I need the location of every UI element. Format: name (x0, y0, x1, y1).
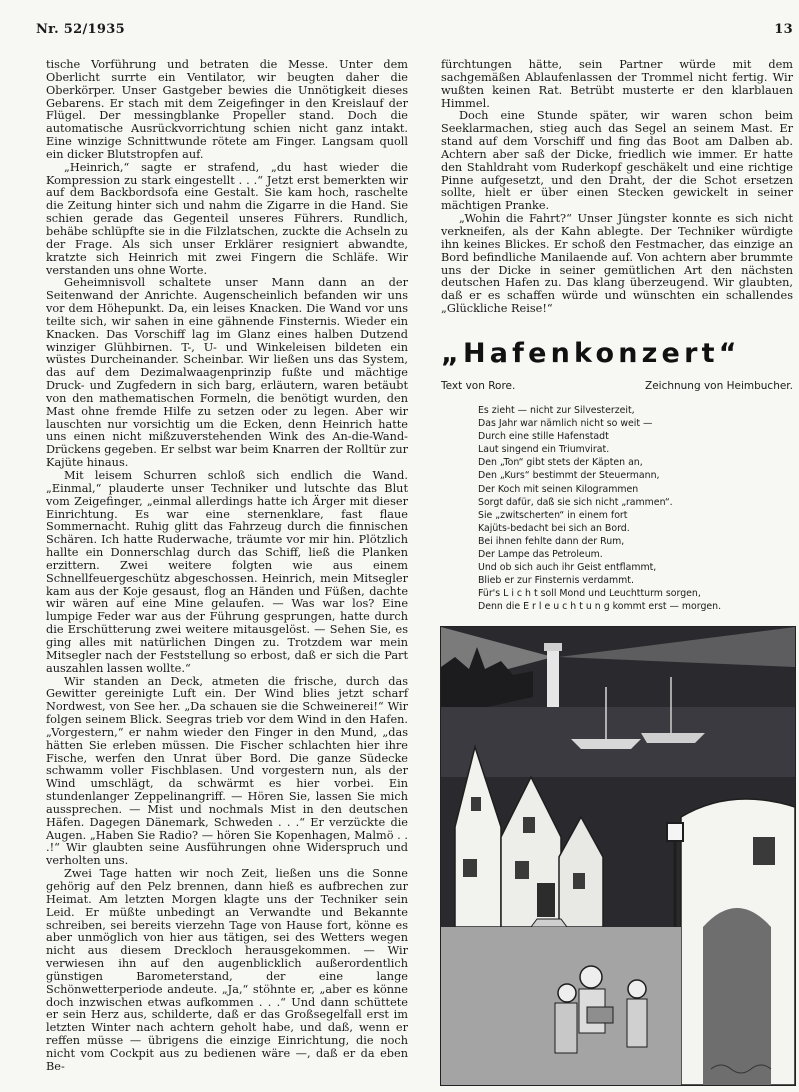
archway-icon (703, 908, 771, 1085)
paragraph: Doch eine Stunde später, wir waren schon beim Seeklarmachen, stieg auch das Segel an seinem Mast. Er stand auf dem Vorschiff und fing das Boot am Dalben ab. Achtern aber saß der Dicke, friedlich wie immer. Er hatte den Stahldraht vom Ruderkopf geschäkelt und eine richtige Pinne aufgesetzt, und den Draht, der die Schot ersetzen sollte, hielt er über einen Stecken gewickelt in seiner mächtigen Pranke. (441, 109, 793, 213)
poem-line: Blieb er zur Finsternis verdammt. (478, 575, 634, 587)
paragraph: Geheimnisvoll schaltete unser Mann dann an der Seitenwand der Anrichte. Augenscheinlich befanden wir uns vor dem Höhepunkt. Da, ein leises Knacken. Die Wand vor uns teilte sich, wir sahen in eine gähnende Finsternis. Wieder ein Knacken. Das Vorschiff lag im Glanz eines halben Dutzend winziger Glühbirnen. T-, U- und Winkeleisen bildeten ein wüstes Durcheinander. Scheinbar. Wir ließen uns das System, das auf dem Dezimalwaagenprinzip fußte und mächtige Druck- und Zugfedern in sich barg, erläutern, waren betäubt von den mathematischen Formeln, die benötigt wurden, den Mast ohne fremde Hilfe zu setzen oder zu legen. Aber wir lauschten nur vorsichtig um die Ecken, denn Heinrich hatte uns einen nicht mißzuverstehenden Wink des An-die-Wand-Drückens gegeben. Er selbst war beim Knarren der Rolltür zur Kajüte hinaus. (46, 276, 408, 470)
paragraph: tische Vorführung und betraten die Messe. Unter dem Oberlicht surrte ein Ventilator, wir beugten daher die Oberkörper. Unser Gastgeber bewies die Unnötigkeit dieses Gebarens. Er stach mit dem Zeigefinger in den Kreislauf der Flügel. Der messingblanke Propeller stand. Doch die automatische Ausrückvorrichtung schien nicht ganz intakt. Eine winzige Schnittwunde rötete am Finger. Langsam quoll ein dicker Blutstropfen auf. (46, 58, 408, 161)
accordion-icon (587, 1007, 613, 1023)
lighthouse-icon (547, 649, 559, 709)
poem-credits (441, 380, 793, 392)
poem-line: Das Jahr war nämlich nicht so weit — (478, 418, 653, 430)
sailor-figure-head-icon (628, 980, 646, 998)
paragraph: Mit leisem Schurren schloß sich endlich die Wand. „Einmal,“ plauderte unser Techniker und lutschte das Blut vom Zeigefinger, „einmal allerdings hatte ich Ärger mit dieser Einrichtung. Es war eine sternenklare, fast flaue Sommernacht. Ruhig glitt das Fahrzeug durch die finnischen Schären. Ich hatte Ruderwache, träumte vor mir hin. Plötzlich hallte ein Donnerschlag durch das Schiff, ließ die Planken erzittern. Zwei weitere folgten wie aus einem Schnellfeuergeschütz abgeschossen. Heinrich, mein Mitsegler kam aus der Koje gesaust, flog an Händen und Füßen, dachte wir wären auf eine Mine gelaufen. — Was war los? Eine lumpige Feder war aus der Führung gesprungen, hatte durch die Erschütterung zwei weitere mitausgelöst. — Sehen Sie, es ging alles mit natürlichen Dingen zu. Trotzdem war mein Mitsegler nach der Feststellung so erbost, daß er sich die Part auszahlen lassen wollte.“ (46, 469, 408, 675)
harbor-town-night-illustration (440, 626, 796, 1086)
article-right-column (441, 59, 793, 316)
article-left-column (46, 59, 408, 1074)
poem-line: Sie „zwitscherten“ in einem fort (478, 509, 628, 521)
boat-icon (571, 739, 641, 749)
sailor-figure-head-icon (558, 984, 576, 1002)
poem-line: Denn die E r l e u c h t u n g kommt erst — morgen. (478, 601, 722, 613)
poem-line: Durch eine stille Hafenstadt (478, 431, 609, 443)
window-icon (515, 861, 529, 879)
poem-body (478, 404, 788, 614)
window-icon (753, 837, 775, 865)
page-number: 13 (774, 22, 793, 37)
window-icon (573, 873, 585, 889)
poem-line: Der Lampe das Petroleum. (478, 549, 603, 561)
poem-line: Laut singend ein Triumvirat. (478, 444, 610, 456)
lighthouse-lamp-icon (544, 643, 562, 651)
paragraph: Zwei Tage hatten wir noch Zeit, ließen uns die Sonne gehörig auf den Pelz brennen, dann hieß es aufbrechen zur Heimat. Am letzten Morgen klagte uns der Techniker sein Leid. Er müßte unbedingt an Verwandte und Bekannte schreiben, sei bereits vierzehn Tage von Hause fort, könne es aber unmöglich von hier aus tätigen, sei des Wetters wegen nicht aus diesem Dreckloch herausgekommen. — Wir verwiesen ihn auf den augenblicklich außerordentlich günstigen Barometerstand, der eine lange Schönwetterperiode andeute. „Ja,“ stöhnte er, „aber es könne doch inzwischen etwas aufkommen . . .“ Und dann schüttete er sein Herz aus, schilderte, daß er das Großsegelfall erst im letzten Winter nach achtern geholt habe, und daß, wenn er reffen müsse — übrigens die einzige Einrichtung, die noch nicht vom Cockpit aus zu bedienen wäre —, daß er da eben Be- (46, 867, 408, 1073)
window-icon (463, 859, 477, 877)
poem-line: Bei ihnen fehlte dann der Rum, (478, 535, 625, 547)
sailor-figure-icon (627, 999, 647, 1047)
stairs-icon (531, 919, 567, 927)
poem-line: Den „Ton“ gibt stets der Käpten an, (478, 457, 643, 469)
window-icon (471, 797, 481, 811)
street-lamp-icon (667, 823, 683, 841)
poem-line: Es zieht — nicht zur Silvesterzeit, (478, 405, 635, 416)
issue-number: Nr. 52/1935 (36, 22, 125, 37)
paragraph: Wir standen an Deck, atmeten die frische, durch das Gewitter gereinigte Luft ein. Der Wind blies jetzt scharf Nordwest, von See her. „Da schauen sie die Schweinerei!“ Wir folgen seinem Blick. Seegras trieb vor dem Wind in den Hafen. „Vorgestern,“ er nahm wieder den Finger in den Mund, „das hätten Sie erleben müssen. Die Fischer schlachten hier ihre Fische, werfen den Unrat über Bord. Die ganze Südecke schwamm voller Fischblasen. Und vorgestern nun, als der Wind umschlägt, da schwärmt es hier vorbei. Ein stundenlanger Zeppelinangriff. — Hören Sie, lassen Sie mich aussprechen. — Mist und nochmals Mist in den deutschen Häfen. Dagegen Dänemark, Schweden . . .“ Er verzückte die Augen. „Haben Sie Radio? — hören Sie Kopenhagen, Malmö . . .!“ Wir glaubten seine Ausführungen ohne Widerspruch und verholten uns. (46, 674, 408, 868)
paragraph: „Heinrich,“ sagte er strafend, „du hast wieder die Kompression zu stark eingestellt . . .“ Jetzt erst bemerkten wir auf dem Backbordsofa eine Gestalt. Sie kam hoch, raschelte die Zeitung hinter sich und nahm die Zigarre in die Hand. Sie schien gerade das Gegenteil unseres Führers. Rundlich, behäbe schlüpfte sie in die Filzlatschen, zuckte die Achseln zu der Frage. Als sich unser Erklärer resigniert abwandte, kratzte sich Heinrich mit zwei Fingern die Schläfe. Wir verstanden uns ohne Worte. (46, 160, 408, 277)
text-credit: Text von Rore. (441, 380, 516, 392)
poem-line: Und ob sich auch ihr Geist entflammt, (478, 562, 657, 574)
sailor-figure-head-icon (580, 966, 602, 988)
poem-title: „Hafenkonzert“ (441, 338, 741, 369)
poem-line: Für's L i c h t soll Mond und Leuchtturm sorgen, (478, 588, 701, 600)
poem-line: Kajüts-bedacht bei sich an Bord. (478, 522, 630, 534)
paragraph: „Wohin die Fahrt?“ Unser Jüngster konnte es sich nicht verkneifen, als der Kahn ablegte. Der Techniker würdigte ihn keines Blickes. Er schoß den Festmacher, das einzige an Bord befindliche Manilaende auf. Von achtern aber brummte uns der Dicke in seiner gemütlichen Art den nächsten deutschen Hafen zu. Das klang überzeugend. Wir glaubten, daß er es schaffen würde und wünschten ein schallendes „Glückliche Reise!“ (441, 212, 793, 316)
door-icon (537, 883, 555, 917)
poem-line: Der Koch mit seinen Kilogrammen (478, 483, 639, 495)
window-icon (523, 817, 535, 833)
illustration-drawing (441, 627, 795, 1085)
poem-line: Sorgt dafür, daß sie sich nicht „rammen“. (478, 496, 673, 508)
paragraph: fürchtungen hätte, sein Partner würde mit dem sachgemäßen Ablaufenlassen der Trommel nicht fertig. Wir wußten keinen Rat. Betrübt musterte er den klarblauen Himmel. (441, 58, 793, 110)
sailor-figure-icon (555, 1003, 577, 1053)
poem-line: Den „Kurs“ bestimmt der Steuermann, (478, 470, 660, 482)
drawing-credit: Zeichnung von Heimbucher. (645, 380, 793, 392)
boat-icon (641, 733, 705, 743)
